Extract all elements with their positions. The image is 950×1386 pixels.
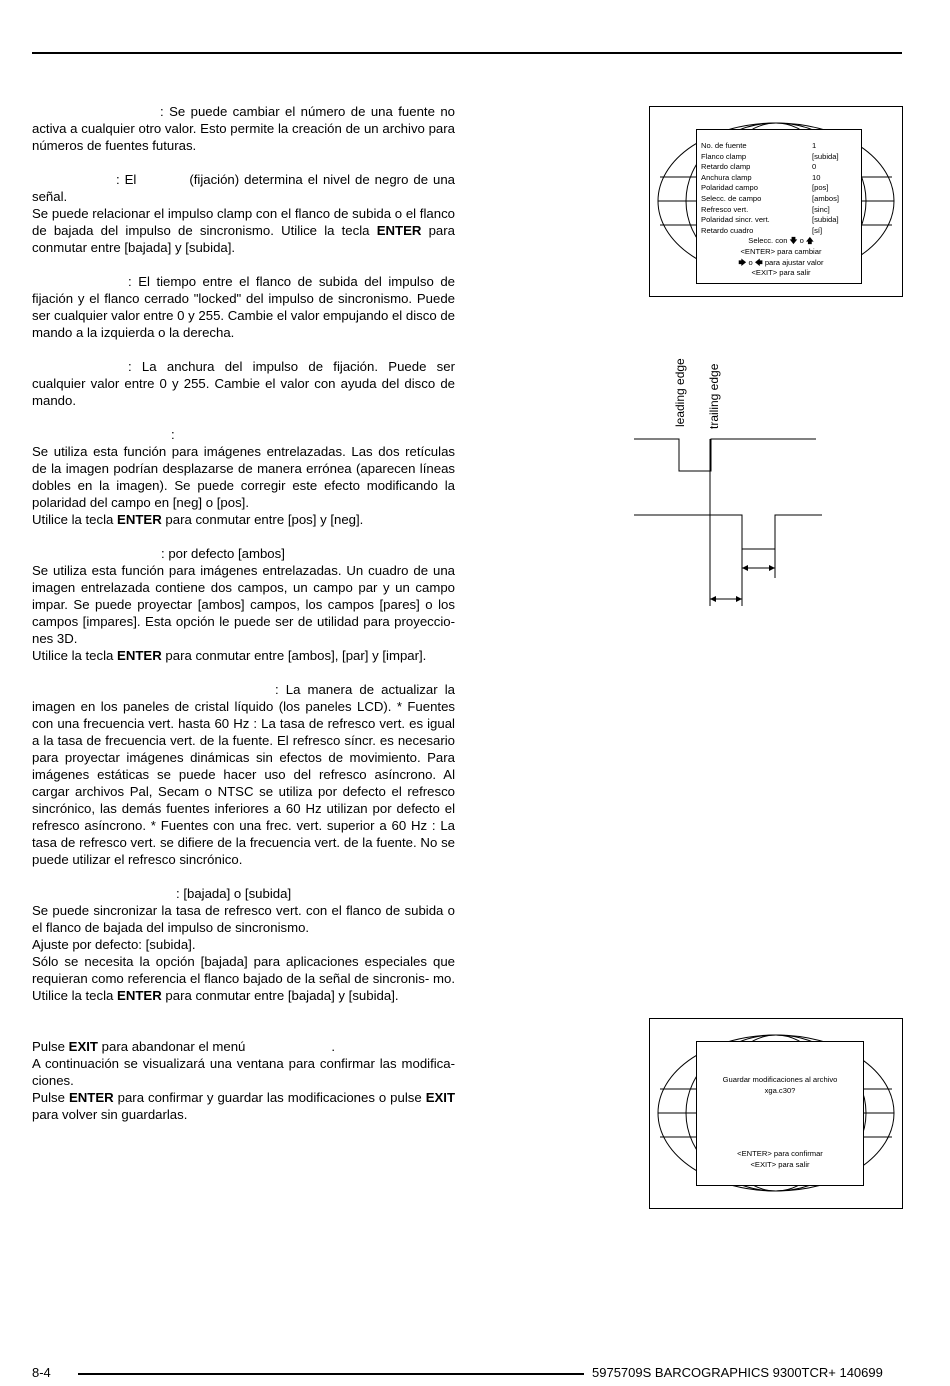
text: para conmutar entre [pos] y [neg]. xyxy=(165,512,364,527)
text: para conmutar entre [bajada] y [subida]. xyxy=(32,223,455,255)
arrowhead-icon xyxy=(736,596,742,602)
menu-enter-hint: <ENTER> para cambiar xyxy=(740,246,822,256)
text: o xyxy=(799,236,804,246)
menu-row-value: [subida] xyxy=(812,151,839,161)
text: : La anchura del impulso de fijación. Puede ser cualquier valor entre 0 y 255. Cambie el valor con ayuda del disco de mando. xyxy=(32,359,455,408)
top-rule xyxy=(32,52,902,54)
menu-row-label: Polaridad campo xyxy=(701,183,758,193)
body-text xyxy=(32,103,455,1140)
key-enter: ENTER xyxy=(117,648,162,663)
leading-edge-label: leading edge xyxy=(673,358,687,427)
paragraph-refresh xyxy=(32,681,455,868)
key-exit: EXIT xyxy=(68,1039,98,1054)
save-filename: xga.c30? xyxy=(764,1086,796,1095)
text xyxy=(32,1089,455,1123)
key-enter: ENTER xyxy=(117,988,162,1003)
text: para abandonar el menú xyxy=(101,1039,246,1054)
menu-row xyxy=(701,226,861,237)
menu-select-hint xyxy=(701,236,861,247)
text: Se utiliza esta función para imágenes entrelazadas. Las dos retículas de la imagen podrían desplazarse de manera errónea (aparecen líneas dobles en la imagen). Se puede corregir este efecto modificando la polaridad del campo en [neg] o [pos]. xyxy=(32,444,455,510)
menu-row xyxy=(701,173,861,184)
text xyxy=(32,953,455,1004)
save-exit-hint: <EXIT> para salir xyxy=(750,1160,810,1169)
text: : El xyxy=(116,172,137,187)
text: para conmutar entre [bajada] y [subida]. xyxy=(165,988,399,1003)
text: : [bajada] o [subida] xyxy=(176,886,292,901)
save-confirm-hint: <ENTER> para confirmar xyxy=(737,1149,823,1158)
menu-row-value: [sinc] xyxy=(812,204,830,214)
text: Utilice la tecla xyxy=(32,512,114,527)
text: . xyxy=(331,1039,336,1054)
key-enter: ENTER xyxy=(117,512,162,527)
trailing-edge-label: trailing edge xyxy=(707,363,721,429)
menu-panel xyxy=(696,129,862,284)
arrow-right-icon: 🡆 xyxy=(738,257,747,267)
menu-row-value: 10 xyxy=(812,172,821,182)
menu-row-label: Refresco vert. xyxy=(701,204,749,214)
text: para volver sin guardarlas. xyxy=(32,1107,188,1122)
text: : El tiempo entre el flanco de subida del impulso de fijación y el flanco cerrado "locked" del impulso de sincronismo. Puede ser cualquier valor entre 0 y 255. Cambie el valor empujando el disco de mando a la izquierda o la derecha. xyxy=(32,274,455,340)
text: Se utiliza esta función para imágenes entrelazadas. Un cuadro de una imagen entrelazada contiene dos campos, un campo par y un campo impar. Se puede proyectar [ambos] campos, los campos [pares] o los campos [impares]. Esta opción le puede ser de utilidad para proyeccio- nes 3D. xyxy=(32,563,455,646)
menu-row-label: Polaridad sincr. vert. xyxy=(701,215,770,225)
paragraph-field-select xyxy=(32,545,455,664)
paragraph-exit xyxy=(32,1038,455,1123)
menu-row xyxy=(701,152,861,163)
paragraph-clamp-edge xyxy=(32,171,455,256)
menu-exit-hint: <EXIT> para salir xyxy=(751,268,811,278)
text: Se puede sincronizar la tasa de refresco vert. con el flanco de subida o el flanco de bajada del impulso de sincronismo. xyxy=(32,903,455,935)
text: Selecc. con xyxy=(748,236,788,246)
save-dialog xyxy=(696,1041,864,1186)
menu-row-label: Retardo cuadro xyxy=(701,225,754,235)
menu-row-label: Flanco clamp xyxy=(701,151,747,161)
menu-row-value: 1 xyxy=(812,141,817,150)
text: para confirmar y guardar las modificaciones o pulse xyxy=(117,1090,422,1105)
text: Pulse xyxy=(32,1039,65,1054)
paragraph-clamp-width xyxy=(32,358,455,409)
doc-reference: 5975709S BARCOGRAPHICS 9300TCR+ 140699 xyxy=(592,1365,883,1380)
save-question: Guardar modificaciones al archivo xyxy=(722,1075,838,1084)
footer-rule xyxy=(78,1373,584,1375)
text: Utilice la tecla xyxy=(32,648,114,663)
text: (fijación) determina el nivel de negro de una señal. xyxy=(32,172,455,204)
menu-row-label: Retardo clamp xyxy=(701,162,751,172)
menu-adjust-hint xyxy=(701,258,861,269)
text: para ajustar valor xyxy=(764,257,824,267)
menu-row xyxy=(701,141,861,152)
arrowhead-icon xyxy=(742,565,748,571)
page-number: 8-4 xyxy=(32,1365,51,1380)
text: Pulse xyxy=(32,1090,65,1105)
text: : Se puede cambiar el número de una fuente no activa a cualquier otro valor. Esto permite la creación de un archivo para números de fuentes futuras. xyxy=(32,104,455,153)
text: Sólo se necesita la opción [bajada] para aplicaciones especiales que requieran como referencia el flanco bajado de la señal de sincronis- mo. Utilice la tecla xyxy=(32,954,455,1003)
clamp-timing-diagram xyxy=(630,350,830,620)
menu-row-value: [pos] xyxy=(812,183,829,193)
menu-rows xyxy=(701,141,861,236)
text xyxy=(32,205,455,256)
text: : por defecto [ambos] xyxy=(161,546,285,561)
arrowhead-icon xyxy=(710,596,716,602)
key-enter: ENTER xyxy=(376,223,422,238)
arrow-up-icon: 🡅 xyxy=(805,236,814,246)
menu-row xyxy=(701,194,861,205)
clamp-pulse-line xyxy=(634,515,822,549)
text: para conmutar entre [ambos], [par] y [impar]. xyxy=(165,648,427,663)
text: Ajuste por defecto: [subida]. xyxy=(32,937,196,952)
key-enter: ENTER xyxy=(68,1090,114,1105)
text xyxy=(32,647,455,664)
menu-row xyxy=(701,215,861,226)
arrowhead-icon xyxy=(769,565,775,571)
menu-row-value: [sí] xyxy=(812,225,823,235)
menu-screen-save xyxy=(649,1018,903,1209)
key-exit: EXIT xyxy=(425,1090,455,1105)
sync-pulse-line xyxy=(634,439,816,471)
menu-row xyxy=(701,205,861,216)
menu-row-value: 0 xyxy=(812,162,817,172)
paragraph-field-polarity xyxy=(32,426,455,528)
menu-row-label: Anchura clamp xyxy=(701,172,752,182)
text xyxy=(32,511,455,528)
text: A continuación se visualizará una ventana para confirmar las modifica- ciones. xyxy=(32,1056,455,1088)
text xyxy=(32,1038,455,1055)
menu-row-value: [subida] xyxy=(812,215,839,225)
paragraph-source-number xyxy=(32,103,455,154)
text: : La manera de actualizar la imagen en los paneles de cristal líquido (los paneles LCD). * Fuentes con una frecuencia vert. hasta 60 Hz : La tasa de refresco vert. es igual a la tasa de frecuencia vert. de la fuente. El refresco síncr. es necesario para proyectar imágenes dinámicas sin efectos de movimiento. Para imágenes estáticas se puede hacer uso del refresco asíncrono. Al cargar archivos Pal, Secam o NTSC se utiliza por defecto el refresco sincrónico, las demás fuentes inferiores a 60 Hz utilizan por defecto el refresco asíncrono. * Fuentes con una frec. vert. superior a 60 Hz : La tasa de refresco vert. se difiere de la frecuencia vert. de la fuente. No se puede utilizar el refresco sincrónico. xyxy=(32,682,455,867)
text: : xyxy=(171,427,175,442)
menu-row xyxy=(701,162,861,173)
menu-screen-source xyxy=(649,106,903,297)
text: o xyxy=(748,257,753,267)
arrow-left-icon: 🡄 xyxy=(754,257,763,267)
text: Se puede relacionar el impulso clamp con el flanco de subida o el flanco de bajada del impulso de sincronismo. Utilice la tecla xyxy=(32,206,455,238)
paragraph-clamp-delay xyxy=(32,273,455,341)
menu-row-value: [ambos] xyxy=(812,193,840,203)
arrow-down-icon: 🡇 xyxy=(789,236,798,246)
paragraph-sync-polarity xyxy=(32,885,455,1004)
menu-row xyxy=(701,183,861,194)
menu-row-label: No. de fuente xyxy=(701,141,747,150)
menu-row-label: Selecc. de campo xyxy=(701,193,762,203)
